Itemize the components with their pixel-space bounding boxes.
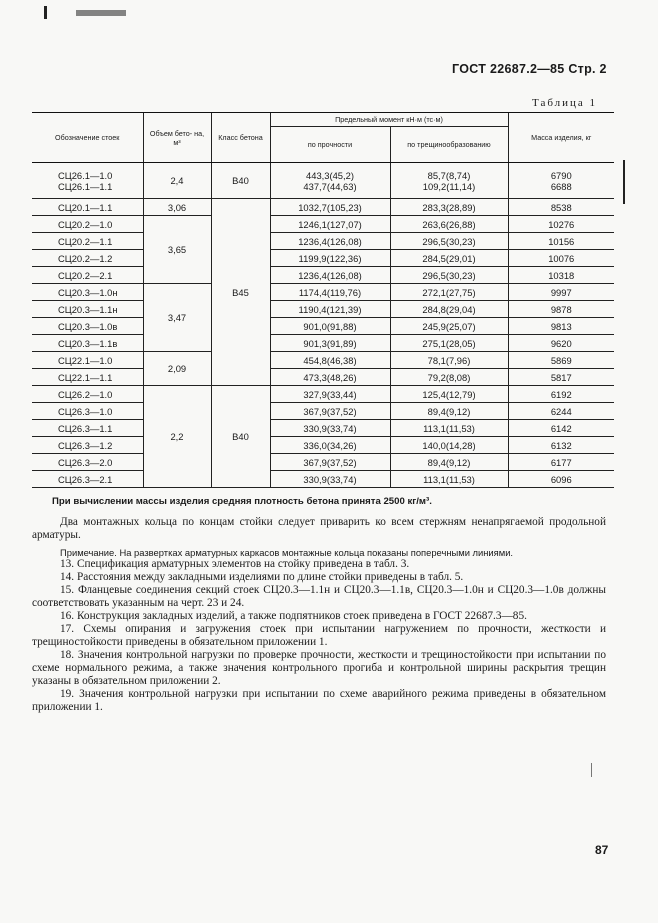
table-row bbox=[32, 250, 614, 267]
cell-mass: 6132 bbox=[508, 437, 614, 454]
cell-strength: 1236,4(126,08) bbox=[270, 267, 390, 284]
cell-name: СЦ26.3—1.2 bbox=[32, 437, 143, 454]
cell-mass: 6192 bbox=[508, 386, 614, 403]
cell-strength: 327,9(33,44) bbox=[270, 386, 390, 403]
cell-class: В45 bbox=[211, 199, 270, 386]
cell-crack: 78,1(7,96) bbox=[390, 352, 508, 369]
page-number: 87 bbox=[595, 843, 609, 857]
cell-name: СЦ20.2—1.1 bbox=[32, 233, 143, 250]
cell-strength: 1032,7(105,23) bbox=[270, 199, 390, 216]
cell-name: СЦ20.3—1.1н bbox=[32, 301, 143, 318]
cell-mass: 10276 bbox=[508, 216, 614, 233]
cell-mass: 10156 bbox=[508, 233, 614, 250]
cell-mass: 9878 bbox=[508, 301, 614, 318]
note: Примечание. На развертках арматурных каркасов монтажные кольца показаны поперечными линиями. bbox=[60, 547, 514, 558]
table-row bbox=[32, 267, 614, 284]
cell-name: СЦ26.3—2.1 bbox=[32, 471, 143, 488]
margin-mark bbox=[623, 160, 625, 204]
scan-mark bbox=[76, 10, 126, 16]
cell-mass: 5869 bbox=[508, 352, 614, 369]
cell-strength: 336,0(34,26) bbox=[270, 437, 390, 454]
cell-mass: 5817 bbox=[508, 369, 614, 386]
cell-strength: 901,3(91,89) bbox=[270, 335, 390, 352]
table-row bbox=[32, 335, 614, 352]
table-label: Таблица 1 bbox=[532, 97, 598, 109]
cell-strength: 1190,4(121,39) bbox=[270, 301, 390, 318]
col-class: Класс бетона bbox=[211, 113, 270, 163]
cell-mass: 9997 bbox=[508, 284, 614, 301]
cell-crack: 245,9(25,07) bbox=[390, 318, 508, 335]
table-row bbox=[32, 454, 614, 471]
cell-mass: 10076 bbox=[508, 250, 614, 267]
margin-mark bbox=[591, 763, 592, 777]
cell-crack: 113,1(11,53) bbox=[390, 420, 508, 437]
paragraph: 18. Значения контрольной нагрузки по проверке прочности, жесткости и трещиностойкости при испытании по схеме нормального режима, а также значения контрольного прогиба и контрольной ширины раскрытия трещин указаны в обязательном приложении 2. bbox=[32, 649, 606, 687]
col-strength: по прочности bbox=[270, 127, 390, 163]
paragraph: 14. Расстояния между закладными изделиями по длине стойки приведены в табл. 5. bbox=[60, 571, 464, 583]
cell-mass: 6244 bbox=[508, 403, 614, 420]
cell-volume: 2,09 bbox=[143, 352, 211, 386]
cell-crack: 296,5(30,23) bbox=[390, 233, 508, 250]
table-row bbox=[32, 437, 614, 454]
cell-mass: 6142 bbox=[508, 420, 614, 437]
cell-crack: 125,4(12,79) bbox=[390, 386, 508, 403]
cell-crack: 89,4(9,12) bbox=[390, 403, 508, 420]
table-row bbox=[32, 301, 614, 318]
cell-volume: 2,2 bbox=[143, 386, 211, 488]
table-row bbox=[32, 284, 614, 301]
table-row bbox=[32, 352, 614, 369]
cell-volume: 2,4 bbox=[143, 163, 211, 199]
table-footnote: При вычислении массы изделия средняя плотность бетона принята 2500 кг/м³. bbox=[52, 496, 432, 507]
cell-name: СЦ26.2—1.0 bbox=[32, 386, 143, 403]
col-designation: Обозначение стоек bbox=[32, 113, 143, 163]
cell-name: СЦ20.3—1.0в bbox=[32, 318, 143, 335]
cell-name: СЦ20.3—1.1в bbox=[32, 335, 143, 352]
cell-crack: 272,1(27,75) bbox=[390, 284, 508, 301]
table-row bbox=[32, 233, 614, 250]
cell-crack: 275,1(28,05) bbox=[390, 335, 508, 352]
cell-strength: 454,8(46,38) bbox=[270, 352, 390, 369]
paragraph: 19. Значения контрольной нагрузки при испытании по схеме аварийного режима приведены в обязательном приложении 1. bbox=[32, 688, 606, 713]
cell-crack: 89,4(9,12) bbox=[390, 454, 508, 471]
cell-strength: 901,0(91,88) bbox=[270, 318, 390, 335]
page-header: ГОСТ 22687.2—85 Стр. 2 bbox=[452, 62, 607, 76]
col-crack: по трещинообразованию bbox=[390, 127, 508, 163]
paragraph: Два монтажных кольца по концам стойки следует приварить ко всем стержням ненапрягаемой продольной арматуры. bbox=[32, 516, 606, 541]
col-moment-group: Предельный момент кН·м (тс·м) bbox=[270, 113, 508, 127]
cell-name: СЦ20.1—1.1 bbox=[32, 199, 143, 216]
cell-strength: 1199,9(122,36) bbox=[270, 250, 390, 267]
cell-name: СЦ26.3—2.0 bbox=[32, 454, 143, 471]
table-row bbox=[32, 403, 614, 420]
paragraph: 17. Схемы опирания и загружения стоек при испытании нагружением по прочности, жесткости и трещиностойкости приведены в обязательном приложении 1. bbox=[32, 623, 606, 648]
cell-name: СЦ26.1—1.0 СЦ26.1—1.1 bbox=[32, 163, 143, 199]
data-table bbox=[32, 112, 614, 488]
cell-crack: 263,6(26,88) bbox=[390, 216, 508, 233]
paragraph: 15. Фланцевые соединения секций стоек СЦ20.3—1.1н и СЦ20.3—1.1в, СЦ20.3—1.0н и СЦ20.3—1.0в должны соответствовать указанным на черт. 23 и 24. bbox=[32, 584, 606, 609]
cell-name: СЦ22.1—1.0 bbox=[32, 352, 143, 369]
cell-name: СЦ20.3—1.0н bbox=[32, 284, 143, 301]
cell-strength: 367,9(37,52) bbox=[270, 454, 390, 471]
paragraph: 16. Конструкция закладных изделий, а также подпятников стоек приведена в ГОСТ 22687.3—85. bbox=[60, 610, 527, 622]
table-row bbox=[32, 216, 614, 233]
cell-strength: 443,3(45,2) 437,7(44,63) bbox=[270, 163, 390, 199]
cell-name: СЦ20.2—2.1 bbox=[32, 267, 143, 284]
cell-class: В40 bbox=[211, 386, 270, 488]
cell-crack: 79,2(8,08) bbox=[390, 369, 508, 386]
cell-mass: 8538 bbox=[508, 199, 614, 216]
cell-crack: 296,5(30,23) bbox=[390, 267, 508, 284]
cell-crack: 85,7(8,74) 109,2(11,14) bbox=[390, 163, 508, 199]
cell-strength: 1174,4(119,76) bbox=[270, 284, 390, 301]
cell-name: СЦ20.2—1.0 bbox=[32, 216, 143, 233]
table-row bbox=[32, 386, 614, 403]
paragraph: 13. Спецификация арматурных элементов на стойку приведена в табл. 3. bbox=[60, 558, 410, 570]
cell-crack: 140,0(14,28) bbox=[390, 437, 508, 454]
cell-crack: 283,3(28,89) bbox=[390, 199, 508, 216]
cell-name: СЦ26.3—1.0 bbox=[32, 403, 143, 420]
col-volume: Объем бето- на, м³ bbox=[143, 113, 211, 163]
table-row bbox=[32, 163, 614, 199]
cell-strength: 367,9(37,52) bbox=[270, 403, 390, 420]
cell-crack: 284,5(29,01) bbox=[390, 250, 508, 267]
table-row bbox=[32, 199, 614, 216]
cell-strength: 1236,4(126,08) bbox=[270, 233, 390, 250]
cell-volume: 3,47 bbox=[143, 284, 211, 352]
cell-volume: 3,65 bbox=[143, 216, 211, 284]
cell-crack: 284,8(29,04) bbox=[390, 301, 508, 318]
cell-strength: 330,9(33,74) bbox=[270, 471, 390, 488]
table-row bbox=[32, 420, 614, 437]
cell-mass: 10318 bbox=[508, 267, 614, 284]
cell-strength: 330,9(33,74) bbox=[270, 420, 390, 437]
cell-name: СЦ22.1—1.1 bbox=[32, 369, 143, 386]
cell-mass: 6790 6688 bbox=[508, 163, 614, 199]
table-row bbox=[32, 471, 614, 488]
cell-mass: 9620 bbox=[508, 335, 614, 352]
cell-name: СЦ26.3—1.1 bbox=[32, 420, 143, 437]
table-row bbox=[32, 369, 614, 386]
cell-class: В40 bbox=[211, 163, 270, 199]
cell-crack: 113,1(11,53) bbox=[390, 471, 508, 488]
table-row bbox=[32, 318, 614, 335]
cell-mass: 6177 bbox=[508, 454, 614, 471]
cell-name: СЦ20.2—1.2 bbox=[32, 250, 143, 267]
col-mass: Масса изделия, кг bbox=[508, 113, 614, 163]
cell-mass: 9813 bbox=[508, 318, 614, 335]
cell-strength: 1246,1(127,07) bbox=[270, 216, 390, 233]
cell-mass: 6096 bbox=[508, 471, 614, 488]
scan-mark bbox=[44, 6, 47, 19]
cell-volume: 3,06 bbox=[143, 199, 211, 216]
cell-strength: 473,3(48,26) bbox=[270, 369, 390, 386]
